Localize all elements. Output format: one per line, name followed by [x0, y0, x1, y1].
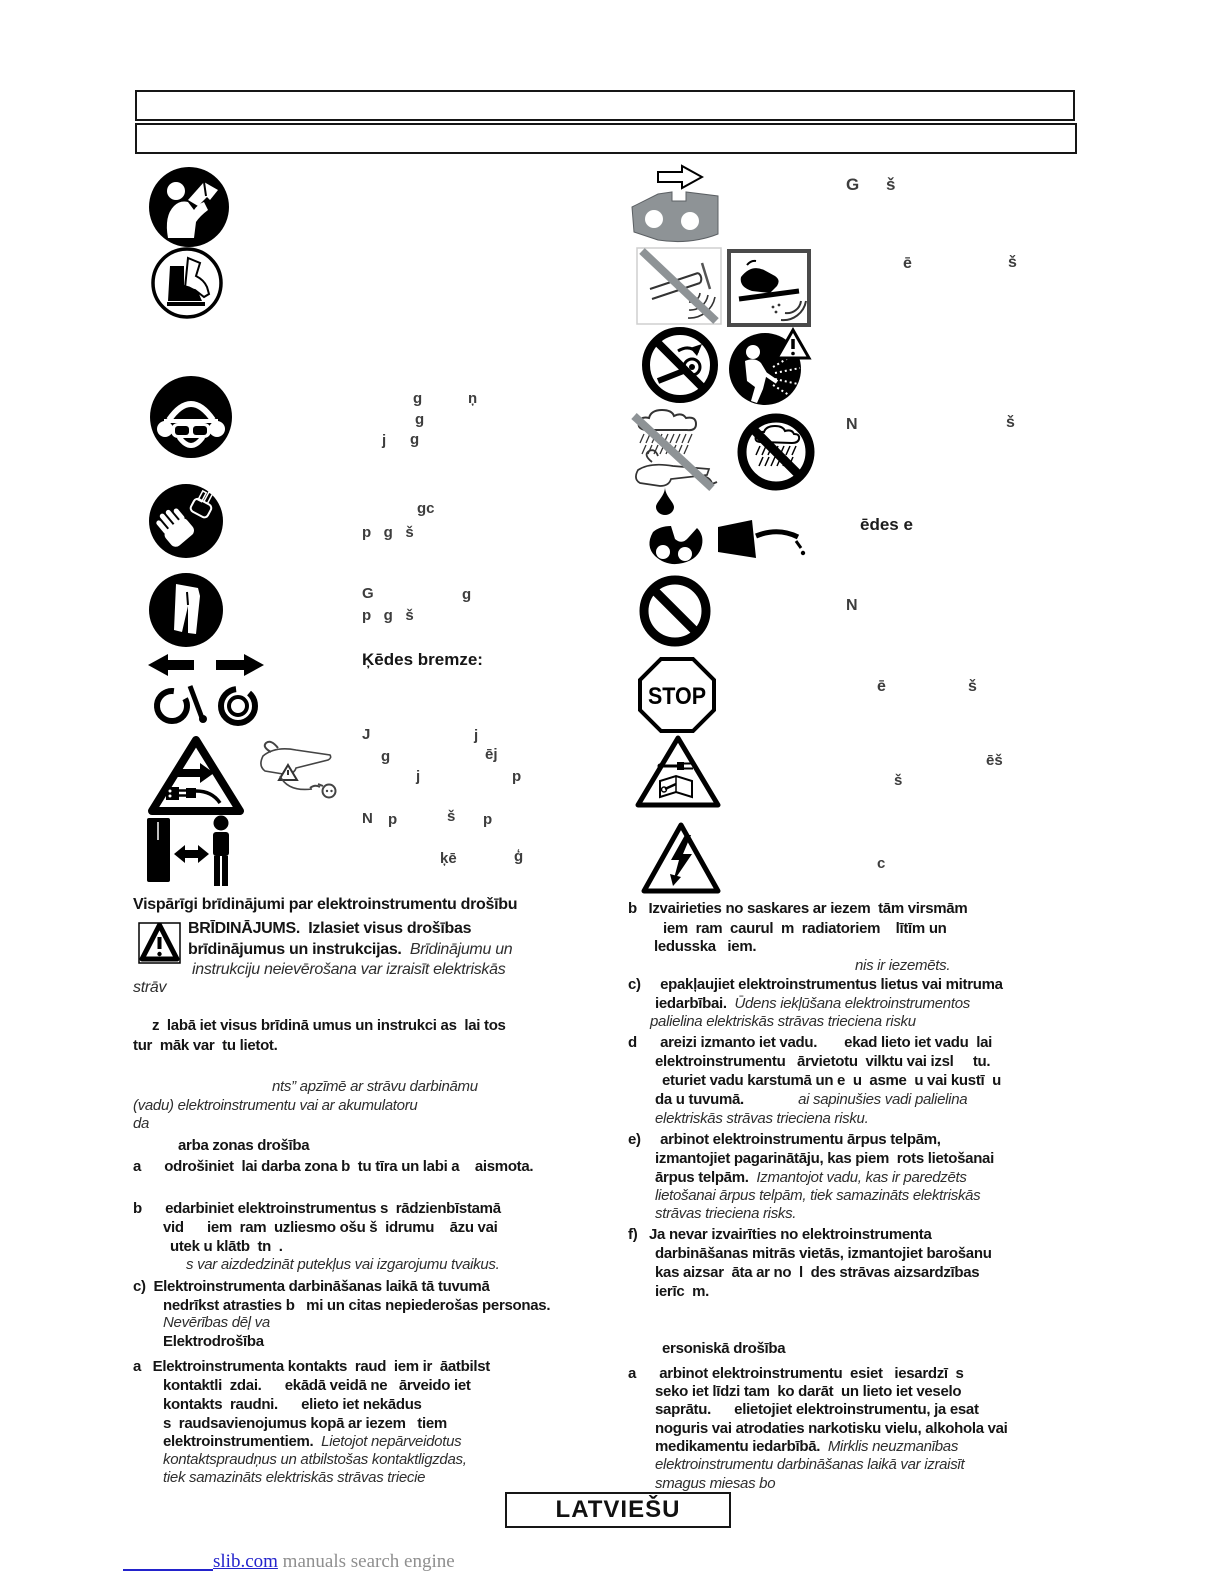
text-run: medikamentu iedarbībā. [655, 1438, 821, 1455]
no-rain-chainsaw-icon [630, 408, 718, 494]
symbol-label: ēš [986, 752, 1003, 769]
text-run: da u tuvumā. [655, 1091, 744, 1108]
text-run: a odrošiniet lai darba zona b tu tīra un labi a aismota. [133, 1158, 534, 1175]
text-run: Elektrodrošība [163, 1333, 264, 1350]
text-run: s raudsavienojumus kopā ar iezem tiem [163, 1415, 447, 1432]
text-line [163, 1219, 498, 1236]
text-run: Lietojot nepārveidotus [313, 1433, 462, 1450]
text-line [655, 1475, 775, 1492]
text-run: a arbinot elektroinstrumentu esiet iesardzī s [628, 1365, 964, 1382]
text-line [133, 1358, 490, 1375]
text-line [133, 896, 517, 914]
symbol-label: g [410, 431, 420, 448]
text-line [133, 1097, 417, 1114]
symbol-label: j [382, 432, 387, 449]
text-run: d areizi izmanto iet vadu. ekad lieto iet vadu lai [628, 1034, 993, 1051]
symbol-label: š [968, 678, 977, 695]
chainsaw-power-cord-diagram-icon [250, 738, 338, 802]
text-run: darbināšanas mitrās vietās, izmantojiet barošanu [655, 1245, 992, 1262]
text-line [628, 1365, 964, 1382]
text-run: saprātu. elietojiet elektroinstrumentu, ja esat [655, 1401, 979, 1418]
text-run: nis ir iezemēts. [855, 957, 951, 974]
text-line [163, 1377, 471, 1394]
text-run: e) arbinot elektroinstrumentu ārpus telpām, [628, 1131, 941, 1148]
text-run: ledusska iem. [654, 938, 757, 955]
text-line [170, 1238, 283, 1255]
text-line [178, 1137, 309, 1154]
text-run: Brīdinājumu un [401, 941, 513, 958]
text-run: elektroinstrumentiem. [163, 1433, 314, 1450]
symbol-label: gc [417, 500, 435, 517]
chain-direction-arrow-icon [656, 164, 704, 190]
text-run: ai sapinušies vadi palielina [743, 1091, 968, 1108]
text-run: smagus miesas bo [655, 1475, 776, 1492]
text-run: arba zonas drošība [178, 1137, 310, 1154]
prohibition-icon [638, 574, 712, 648]
text-run: eturiet vadu karstumā un e u asme u vai kustī u [662, 1072, 1001, 1089]
head-eye-ear-protection-icon [149, 374, 233, 460]
symbol-label: ē [903, 255, 912, 272]
no-rain-icon [736, 412, 816, 492]
text-line [133, 979, 166, 997]
text-run: z labā iet visus brīdinā umus un instrukci as lai tos [152, 1017, 506, 1034]
text-line [655, 1264, 979, 1281]
text-line [133, 1200, 501, 1217]
warning-icon [138, 916, 182, 966]
text-run: vid iem ram uzliesmo ošu š idrumu āzu vai [163, 1219, 498, 1236]
text-line [163, 1451, 467, 1468]
text-line [628, 1226, 932, 1243]
text-run: iem ram caurul m radiatoriem lītīm un [663, 920, 947, 937]
text-line [188, 941, 512, 959]
text-line [655, 1150, 994, 1167]
text-run: kontaktspraudņus un atbilstošas kontaktligzdas, [163, 1451, 467, 1468]
symbol-label: š [447, 808, 456, 825]
language-label-box: LATVIEŠU [505, 1492, 731, 1528]
text-run: Vispārīgi brīdinājumi par elektroinstrumentu drošību [133, 896, 518, 913]
text-line [663, 920, 947, 937]
unplug-on-damage-warning-icon [148, 733, 244, 817]
text-run: elektroinstrumentu ārvietotu vilktu vai izsl tu. [655, 1053, 991, 1070]
oil-can-icon [718, 520, 806, 566]
symbol-label: G [362, 585, 374, 602]
kickback-tip-contact-prohibited-icon [636, 247, 722, 325]
text-run: s var aizdedzināt putekļus vai izgarojumu tvaikus. [186, 1256, 500, 1273]
text-line [192, 961, 505, 979]
text-line [655, 1245, 992, 1262]
text-run: strāvas trieciena risks. [655, 1205, 797, 1222]
text-line [655, 1187, 980, 1204]
bystander-distance-icon [145, 810, 237, 890]
symbol-label: ē [877, 678, 886, 695]
text-line [655, 1053, 990, 1070]
text-line [855, 957, 950, 974]
chain-brake-icon [146, 648, 266, 732]
kickback-two-hand-grip-icon [727, 249, 811, 327]
text-run: tiek samazināts elektriskās strāvas triecie [163, 1469, 426, 1486]
text-line [628, 1131, 941, 1148]
text-run: nedrīkst atrasties b mi un citas nepiederošas personas. [163, 1297, 551, 1314]
symbol-label: p g š [362, 524, 414, 541]
symbol-label: N [846, 416, 858, 433]
text-run: ersoniskā drošība [662, 1340, 786, 1357]
text-run: da [133, 1115, 150, 1132]
text-line [163, 1433, 461, 1450]
guide-bar-icon [630, 190, 720, 246]
text-line [163, 1333, 264, 1350]
symbol-label: ēj [485, 746, 498, 763]
text-line [655, 1283, 709, 1300]
symbol-label: g [381, 748, 391, 765]
text-run: ārpus telpām. [655, 1169, 749, 1186]
text-run: kas aizsar āta ar no l des strāvas aizsardzības [655, 1264, 980, 1281]
text-run: utek u klātb tn . [170, 1238, 283, 1255]
text-line [655, 1110, 868, 1127]
text-line [662, 1072, 1001, 1089]
text-run: noguris vai atrodaties narkotisku vielu, alkohola vai [655, 1420, 1008, 1437]
text-run: instrukciju neievērošana var izraisīt elektriskās [192, 961, 506, 978]
symbol-label: š [1006, 414, 1015, 431]
header-box-1 [135, 90, 1075, 121]
symbol-label: N [362, 810, 373, 827]
symbol-label: N [846, 597, 858, 614]
no-tip-contact-icon [640, 325, 720, 405]
symbol-label: š [886, 175, 896, 194]
symbol-label: p [388, 811, 398, 828]
text-line [628, 1034, 992, 1051]
text-run: b Izvairieties no saskares ar iezem tām virsmām [628, 900, 968, 917]
protective-gloves-icon [148, 483, 224, 559]
symbol-label: c [877, 855, 886, 872]
text-line [628, 976, 1003, 993]
text-run: Izmantojot vadu, kas ir paredzēts [748, 1169, 967, 1186]
text-run: seko iet līdzi tam ko darāt un lieto iet veselo [655, 1383, 962, 1400]
text-line [628, 900, 967, 917]
safety-boots-icon [150, 246, 224, 320]
symbol-label: ķē [440, 850, 457, 867]
text-line [133, 1158, 533, 1175]
symbol-label: g [462, 586, 472, 603]
text-run: nts” apzīmē ar strāvu darbināmu [272, 1078, 478, 1095]
chain-lubrication-icon [645, 514, 707, 568]
symbol-label: ģ [514, 848, 524, 865]
header-box-2 [135, 123, 1077, 154]
svg-text:STOP: STOP [648, 683, 706, 710]
text-run: Ūdens iekļūšana elektroinstrumentos [726, 995, 970, 1012]
text-run: Nevērības dēļ va [163, 1314, 270, 1331]
text-run: elektroinstrumentu darbināšanas laikā var izraisīt [655, 1456, 965, 1473]
text-line [163, 1297, 550, 1314]
footer-link[interactable]: slib.com [213, 1551, 278, 1572]
text-run: Mirklis neuzmanības [820, 1438, 959, 1455]
text-run: brīdinājumus un instrukcijas. [188, 941, 402, 958]
text-run: izmantojiet pagarinātāju, kas piem rots lietošanai [655, 1150, 994, 1167]
unplug-before-service-warning-icon [634, 733, 722, 811]
text-line [186, 1256, 500, 1273]
text-run: elektriskās strāvas trieciena risku. [655, 1110, 869, 1127]
symbol-label: j [416, 768, 421, 785]
footer-tagline: manuals search engine [277, 1551, 455, 1572]
text-line [163, 1415, 447, 1432]
text-line [655, 1169, 967, 1186]
text-run: iedarbībai. [655, 995, 727, 1012]
text-line [654, 938, 756, 955]
text-run: kontakts raudni. elieto iet nekādus [163, 1396, 422, 1413]
text-line [163, 1469, 425, 1486]
text-line [655, 1205, 796, 1222]
text-line [655, 1383, 961, 1400]
protective-trousers-icon [148, 572, 224, 648]
text-run: strāv [133, 979, 167, 996]
text-line [188, 920, 471, 938]
symbol-label: j [474, 727, 479, 744]
text-run: kontaktli zdai. ekādā veidā ne ārveido iet [163, 1377, 471, 1394]
text-run: palielina elektriskās strāvas trieciena risku [650, 1013, 916, 1030]
text-line [133, 1278, 490, 1295]
text-line [662, 1340, 785, 1357]
symbol-label: g [413, 390, 423, 407]
text-line [133, 1115, 149, 1132]
symbol-label: ņ [468, 390, 478, 407]
symbol-label: ēdes e [860, 515, 913, 534]
text-line [655, 1420, 1008, 1437]
text-line [133, 1037, 278, 1054]
text-line [655, 1091, 967, 1108]
read-manual-icon [148, 166, 230, 248]
symbol-label: G [846, 175, 860, 194]
text-run: f) Ja nevar izvairīties no elektroinstrumenta [628, 1226, 932, 1243]
text-line [163, 1396, 422, 1413]
symbol-label: š [894, 772, 903, 789]
symbol-label: Ķēdes bremze: [362, 650, 483, 669]
stop-icon [636, 655, 718, 735]
text-run: lietošanai ārpus telpām, tiek samazināts elektriskās [655, 1187, 981, 1204]
text-run: tur māk var tu lietot. [133, 1037, 278, 1054]
flying-debris-warning-icon [727, 327, 813, 407]
electric-shock-warning-icon [640, 820, 722, 898]
text-run: BRĪDINĀJUMS. Izlasiet visus drošības [188, 920, 472, 937]
text-line [655, 1401, 979, 1418]
footer-watermark [123, 1551, 455, 1573]
symbol-label: š [1008, 254, 1017, 271]
symbol-label: p g š [362, 607, 414, 624]
text-line [655, 1456, 964, 1473]
symbol-label: g [415, 411, 425, 428]
oil-drop-icon [655, 487, 675, 515]
symbol-label: p [483, 811, 493, 828]
text-run: (vadu) elektroinstrumentu vai ar akumulatoru [133, 1097, 418, 1114]
text-run: a Elektroinstrumenta kontakts raud iem ir āatbilst [133, 1358, 490, 1375]
text-run: ierīc m. [655, 1283, 709, 1300]
text-line [655, 995, 970, 1012]
footer-underline [123, 1551, 213, 1571]
text-run: c) Elektroinstrumenta darbināšanas laikā tā tuvumā [133, 1278, 490, 1295]
text-line [272, 1078, 478, 1095]
text-line [655, 1438, 958, 1455]
text-line [650, 1013, 916, 1030]
text-run: b edarbiniet elektroinstrumentus s rādzienbīstamā [133, 1200, 501, 1217]
text-line [163, 1314, 270, 1331]
text-run: c) epakļaujiet elektroinstrumentus lietus vai mitruma [628, 976, 1003, 993]
symbol-label: J [362, 726, 371, 743]
symbol-label: p [512, 768, 522, 785]
text-line [152, 1017, 506, 1034]
